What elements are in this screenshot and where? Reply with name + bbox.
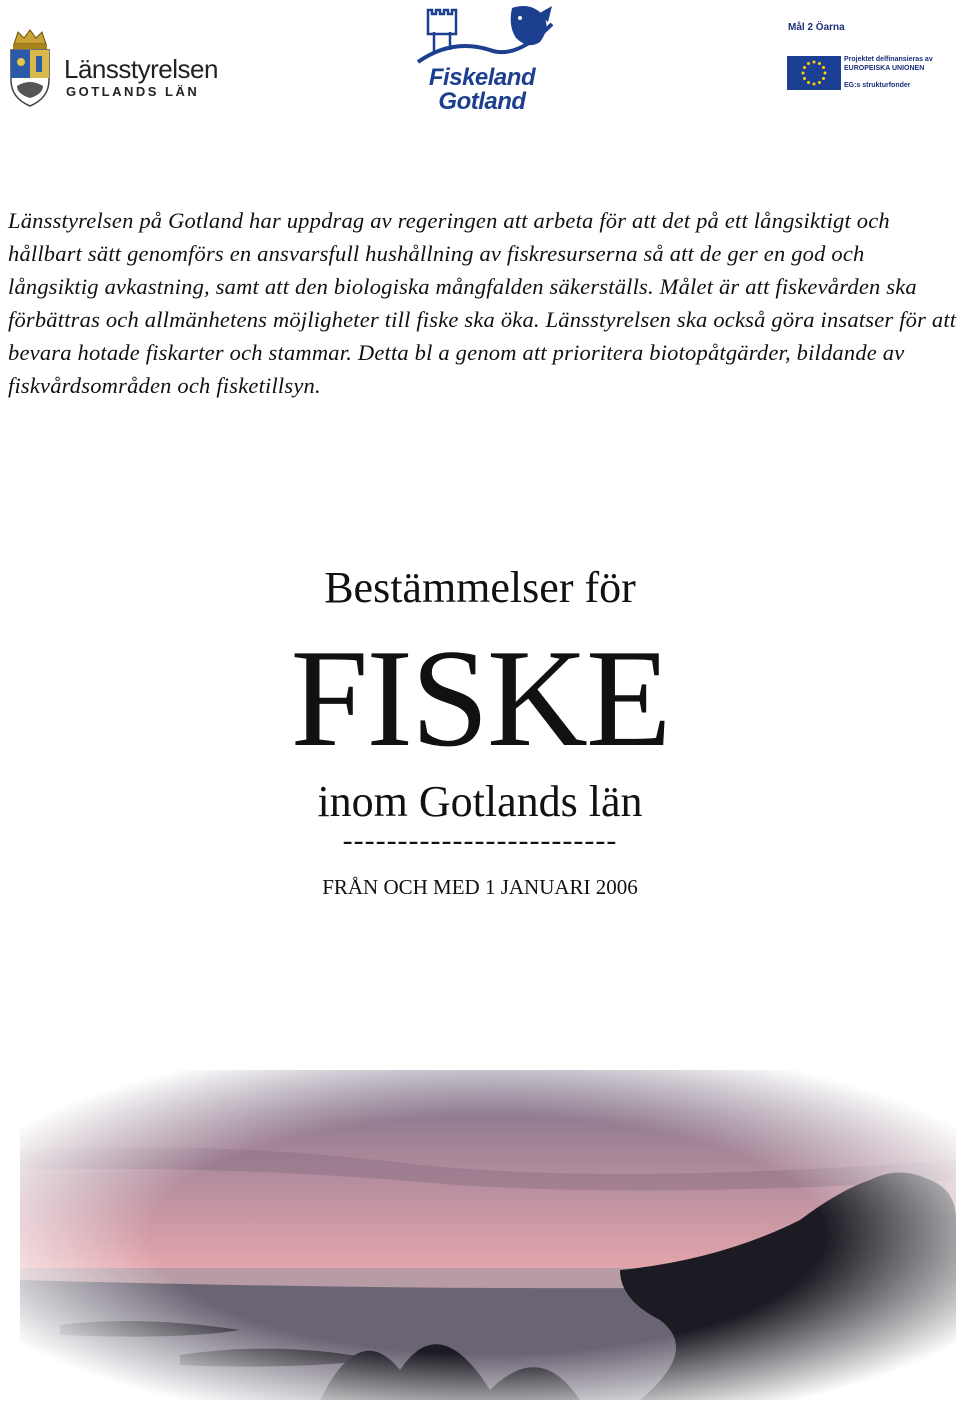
eu-flag-icon — [787, 56, 841, 90]
lansstyrelsen-name: Länsstyrelsen — [64, 54, 218, 84]
fiskeland-line2: Gotland — [438, 88, 526, 115]
sunset-coast-photo — [20, 1070, 956, 1400]
title-line3: inom Gotlands län — [317, 777, 643, 826]
title-block — [0, 560, 960, 900]
eu-program-label: Mål 2 Öarna — [788, 22, 845, 33]
title-main: FISKE — [290, 621, 670, 776]
title-divider: ------------------------- — [342, 824, 618, 857]
eu-funding-logo — [784, 20, 954, 100]
coat-of-arms-icon — [6, 28, 54, 108]
intro-paragraph: Länsstyrelsen på Gotland har uppdrag av regeringen att arbeta för att det på ett långsiktigt och hållbart sätt genomförs en ansvarsfull hushållning av fiskresurserna så att de ger en god och långsiktig avkastning, samt att den biologiska mångfalden säkerställs. Målet är att fiskevården ska förbättras och allmänhetens möjligheter till fiske ska öka. Länsstyrelsen ska också göra insatser för att bevara hotade fiskarter och stammar. Detta bl a genom att prioritera biotopåtgärder, bildande av fiskvårdsområden och fisketillsyn. — [8, 208, 957, 398]
lansstyrelsen-subtitle: GOTLANDS LÄN — [66, 84, 200, 99]
eu-line3: EG:s strukturfonder — [844, 82, 911, 89]
title-line1: Bestämmelser för — [324, 563, 636, 612]
fiskeland-gotland-logo — [402, 4, 562, 116]
eu-line1: Projektet delfinansieras av — [844, 56, 933, 63]
title-date: FRÅN OCH MED 1 JANUARI 2006 — [322, 875, 638, 899]
fiskeland-line1: Fiskeland — [428, 64, 536, 91]
lansstyrelsen-logo — [6, 28, 218, 110]
fiskeland-castle-fish-icon — [412, 4, 562, 70]
eu-line2: EUROPEISKA UNIONEN — [844, 65, 925, 72]
